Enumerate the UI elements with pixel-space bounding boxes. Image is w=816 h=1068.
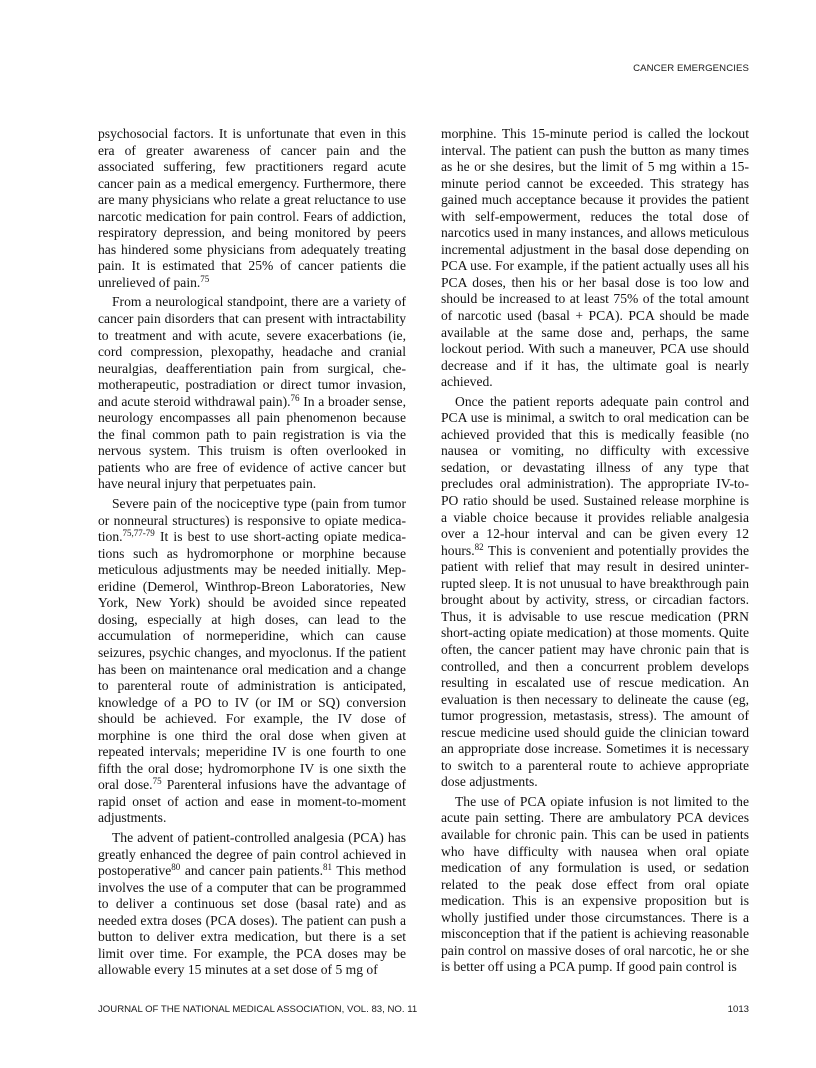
paragraph-text: morphine. This 15-minute period is called the lockout interval. The patient can push the button as many times as he or she desires, but the limit of 5 mg within a 15-minute period cannot be exceeded. This strategy has gained much acceptance because it provides the patient with self-empowerment, reduces the total dose of narcotics used in many instances, and allows meticulous incremental adjustment in the basal dose depending on PCA use. For example, if the patient actually uses all his PCA doses, then his or her basal dose is too low and should be increased to at least 75% of the total amount of narcotic used (basal + PCA). PCA should be made available at the same dose and, perhaps, the same lockout period. With such a maneuver, PCA use should decrease and if it has, the ultimate goal is nearly achieved. (441, 126, 749, 390)
paragraph-text: In a broader sense, neurology encompasses all pain phenomenon because the final common path to pain registration is via the nervous system. This truism is often overlooked in patients who are free of evidence of active cancer but have neural injury that perpetuates pain. (98, 393, 406, 492)
reference-superscript: 76 (290, 392, 300, 403)
paragraph-text: Once the patient reports adequate pain control and PCA use is minimal, a switch to oral medication can be achieved provided that this is medically feasible (no nausea or vomiting, no difficulty with excessive sedation, or devastating illness of any type that precludes oral administration). The appropriate IV-to-PO ratio should be used. Sustained release morphine is a viable choice because it provides reliable analgesia over a 12-hour interval and can be given every 12 hours. (441, 393, 749, 558)
paragraph-text: Parenteral infusions have the advantage of rapid onset of action and ease in moment-to-moment adjustments. (98, 777, 407, 826)
paragraph-text: Severe pain of the nociceptive type (pain from tumor or nonneural structures) is responsive to opiate medication. (98, 496, 406, 545)
paragraph-oral-switch (441, 394, 749, 791)
paragraph-text: This is convenient and potentially provides the patient with relief that may result in desired uninterrupted sleep. It is not unusual to have breakthrough pain brought about by activity, stress, or circadian factors. Thus, it is advisable to use rescue medication (PRN short-acting opiate medication) at those moments. Quite often, the cancer patient may have chronic pain that is controlled, and then a concurrent problem develops resulting in escalated use of rescue medication. An evaluation is then necessary to delineate the cause (eg, tumor progression, metastasis, stress). The amount of rescue medicine used should guide the clinician toward an appropriate dose increase. Sometimes it is necessary to switch to a parenteral route to achieve appropriate dose adjustments. (441, 542, 749, 790)
page-number: 1013 (727, 1004, 749, 1015)
paragraph-text: This method involves the use of a computer that can be programmed to deliver a continuous set dose (basal rate) and as needed extra doses (PCA doses). The patient can push a button to deliver extra medication, but there is a set limit over time. For example, the PCA doses may be allowable every 15 minutes at a set dose of 5 mg of (98, 863, 406, 978)
paragraph-text: The advent of patient-controlled analgesia (PCA) has greatly enhanced the degree of pain control achieved in postoperative (98, 829, 406, 879)
paragraph-psychosocial (98, 126, 406, 291)
paragraph-text: It is best to use short-acting opiate medications such as hydromorphone or morphine because meticulous adjustments may be needed initially. Meperidine (Demerol, Winthrop-Breon Laboratories, New York, New York) should be avoided since repeated dosing, especially at high doses, can lead to the accumulation of normeperidine, which can cause seizures, psychic changes, and myoclonus. If the patient has been on maintenance oral medication and a change to parenteral route of administration is anticipated, knowledge of a PO to IV (or IM or SQ) conversion should be achieved. For example, the IV dose of morphine is one third the oral dose when given at repeated intervals; meperidine IV is one fourth to one fifth the oral dose; hydromorphone IV is one sixth the oral dose. (98, 529, 406, 793)
journal-citation-footer: JOURNAL OF THE NATIONAL MEDICAL ASSOCIATION, VOL. 83, NO. 11 (98, 1004, 418, 1015)
right-column (441, 126, 749, 976)
left-column (98, 126, 406, 979)
reference-superscript: 75 (200, 273, 210, 284)
running-head: CANCER EMERGENCIES (633, 63, 749, 74)
paragraph-text: The use of PCA opiate infusion is not limited to the acute pain setting. There are ambulatory PCA devices available for chronic pain. This can be used in patients who have difficulty with nausea when oral opiate medication of any formulation is used, or sedation related to the peak dose effect from oral opiate medication. This is an expensive proposition but is wholly justified under those circumstances. There is a misconception that if the patient is achieving reasonable pain control on massive doses of oral narcotic, he or she is better off using a PCA pump. If good pain control is (441, 793, 749, 975)
reference-superscript: 82 (474, 541, 484, 552)
paragraph-pca-advent (98, 830, 406, 979)
reference-superscript: 80 (171, 862, 181, 873)
paragraph-ambulatory-pca (441, 794, 749, 976)
paragraph-text: From a neurological standpoint, there are a variety of cancer pain disorders that can present with intractability to treatment and with acute, severe exacerbations (ie, cord compression, plexopathy, headache and cranial neuralgias, deafferentiation pain from surgical, chemotherapeutic, postradiation or direct tumor invasion, and acute steroid withdrawal pain). (98, 294, 406, 409)
reference-superscript: 81 (323, 862, 332, 873)
paragraph-lockout-interval (441, 126, 749, 391)
paragraph-text: psychosocial factors. It is unfortunate that even in this era of greater awareness of cancer pain and the associated suffering, few practitioners regard acute cancer pain as a medical emergency. Furthermore, there are many physicians who relate a great reluctance to use narcotic medication for pain control. Fears of addiction, respiratory depression, and being monitored by peers has hindered some physicians from adequately treating pain. It is estimated that 25% of cancer patients die unrelieved of pain. (98, 126, 406, 290)
paragraph-text: and cancer pain patients. (180, 863, 323, 879)
reference-superscript: 75,77-79 (122, 528, 155, 539)
paragraph-nociceptive-pain (98, 496, 406, 827)
paragraph-neurological-standpoint (98, 294, 406, 493)
reference-superscript: 75 (152, 776, 162, 787)
